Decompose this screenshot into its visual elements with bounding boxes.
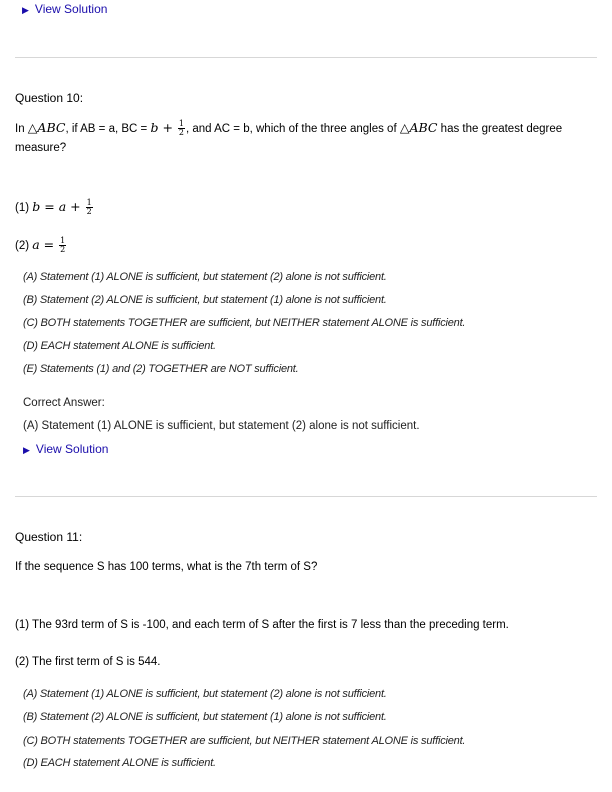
question-11-statement-1: (1) The 93rd term of S is -100, and each term of S after the first is 7 less than the preceding term. bbox=[15, 619, 509, 631]
answer-option-c[interactable]: (C) BOTH statements TOGETHER are sufficient, but NEITHER statement ALONE is sufficient. bbox=[23, 317, 466, 329]
question-10-stem-line2: measure? bbox=[15, 142, 67, 154]
view-solution-link-top[interactable] bbox=[22, 2, 107, 16]
divider bbox=[15, 496, 597, 497]
question-11-stem: If the sequence S has 100 terms, what is the 7th term of S? bbox=[15, 561, 318, 573]
answer-option-d[interactable]: (D) EACH statement ALONE is sufficient. bbox=[23, 340, 216, 352]
answer-option-d[interactable]: (D) EACH statement ALONE is sufficient. bbox=[23, 757, 216, 769]
correct-answer-label: Correct Answer: bbox=[23, 397, 105, 409]
view-solution-label: View Solution bbox=[35, 442, 109, 456]
view-solution-link[interactable] bbox=[23, 442, 108, 456]
fraction-one-half: $\frac{1}{2}$ bbox=[60, 236, 66, 255]
answer-option-a[interactable]: (A) Statement (1) ALONE is sufficient, but statement (2) alone is not sufficient. bbox=[23, 688, 387, 700]
fraction-one-half: $\frac{1}{2}$ bbox=[86, 198, 92, 217]
view-solution-label: View Solution bbox=[34, 2, 108, 16]
fraction-one-half: $\frac{1}{2}$ bbox=[178, 119, 184, 138]
answer-option-a[interactable]: (A) Statement (1) ALONE is sufficient, but statement (2) alone is not sufficient. bbox=[23, 271, 387, 283]
question-11-statement-2: (2) The first term of S is 544. bbox=[15, 656, 161, 668]
disclosure-triangle-icon: ▶ bbox=[23, 445, 30, 455]
correct-answer-text: (A) Statement (1) ALONE is sufficient, but statement (2) alone is not sufficient. bbox=[23, 420, 420, 432]
question-10-statement-2: (2) a = $\frac{1}{2}$ bbox=[15, 236, 66, 255]
question-11-title: Question 11: bbox=[15, 530, 83, 544]
answer-option-c[interactable]: (C) BOTH statements TOGETHER are sufficient, but NEITHER statement ALONE is sufficient. bbox=[23, 735, 466, 747]
answer-option-e[interactable]: (E) Statements (1) and (2) TOGETHER are NOT sufficient. bbox=[23, 363, 299, 375]
divider bbox=[15, 57, 597, 58]
answer-option-b[interactable]: (B) Statement (2) ALONE is sufficient, but statement (1) alone is not sufficient. bbox=[23, 294, 387, 306]
question-10-stem: In △ABC, if AB = a, BC = b + $\frac{1}{2}$ , and AC = b, which of the three angles of △ABC has the greatest degree bbox=[15, 119, 563, 138]
question-10-title: Question 10: bbox=[15, 91, 84, 105]
question-10-statement-1: (1) b = a + $\frac{1}{2}$ bbox=[15, 198, 92, 217]
disclosure-triangle-icon: ▶ bbox=[22, 5, 29, 15]
answer-option-b[interactable]: (B) Statement (2) ALONE is sufficient, but statement (1) alone is not sufficient. bbox=[23, 711, 387, 723]
